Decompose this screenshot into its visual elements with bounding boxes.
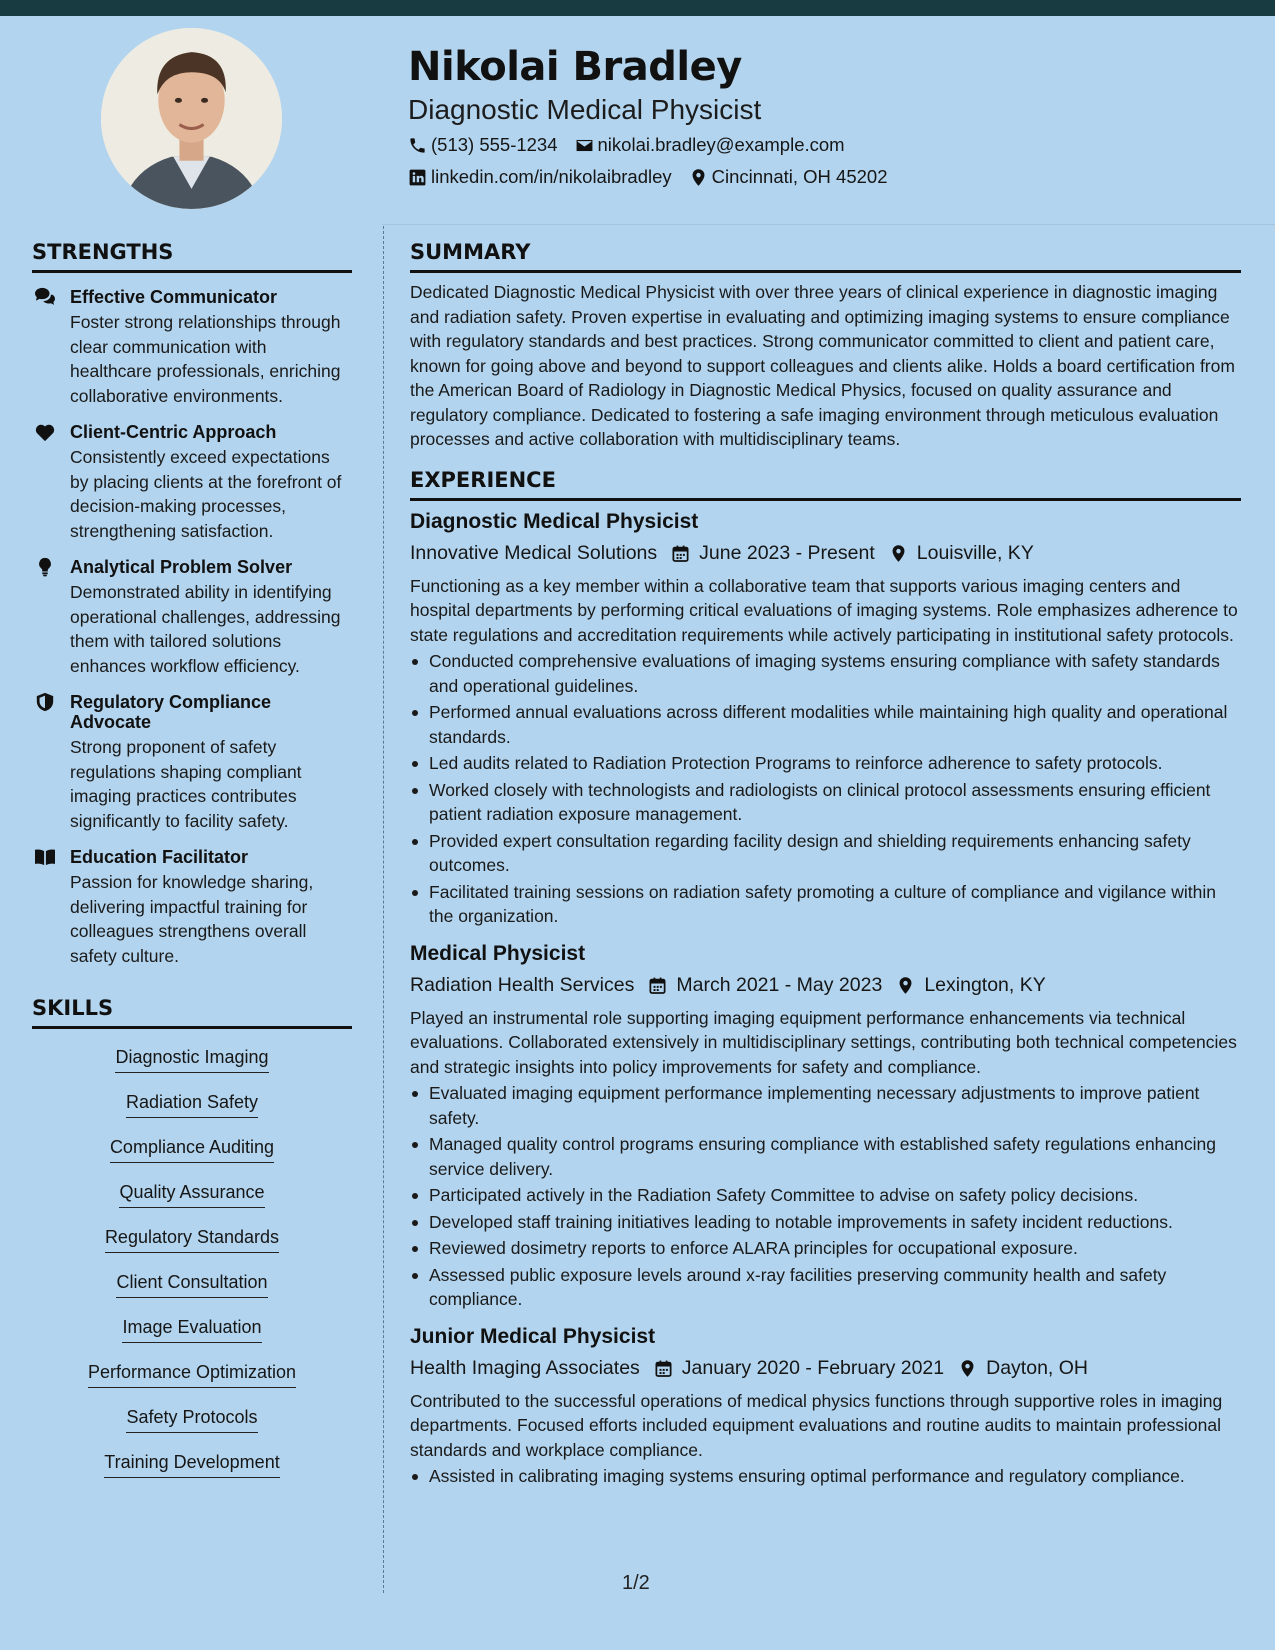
job-entry <box>410 941 1241 1312</box>
experience-heading: EXPERIENCE <box>410 468 1241 501</box>
heart-icon <box>34 422 56 442</box>
profile-photo <box>101 28 282 209</box>
job-meta <box>410 540 1241 568</box>
open-book-icon <box>34 847 56 867</box>
linkedin-text: linkedin.com/in/nikolaibradley <box>431 166 672 187</box>
bullet-item: Assisted in calibrating imaging systems ensuring optimal performance and regulatory compliance. <box>410 1464 1241 1489</box>
job-company: Health Imaging Associates <box>410 1357 640 1379</box>
phone-icon <box>408 136 427 155</box>
candidate-name: Nikolai Bradley <box>408 44 742 90</box>
job-dates: March 2021 - May 2023 <box>676 974 883 996</box>
job-description: Played an instrumental role supporting imaging equipment performance enhancements via technical evaluations. Collaborated extensively in multidisciplinary settings, contributing both technical competencies and strategic insights into policy improvements for safety and compliance. <box>410 1007 1237 1077</box>
job-title: Diagnostic Medical Physicist <box>410 509 699 533</box>
summary-text: Dedicated Diagnostic Medical Physicist with over three years of clinical experience in diagnostic imaging and radiation safety. Proven expertise in evaluating and optimizing imaging systems to ensure compliance with regulatory standards and best practices. Strong communicator committed to client and patient care, known for going above and beyond to support colleagues and clients alike. Holds a board certification from the American Board of Radiology in Diagnostic Medical Physics, focused on quality assurance and regulatory compliance. Dedicated to fostering a safe imaging environment through meticulous evaluation processes and active collaboration with multidisciplinary teams. <box>410 282 1235 449</box>
job-bullets <box>410 1081 1241 1312</box>
bullet-item: Reviewed dosimetry reports to enforce ALARA principles for occupational exposure. <box>410 1236 1241 1261</box>
column-divider <box>383 226 384 1593</box>
job-location: Lexington, KY <box>924 974 1046 996</box>
strength-desc: Demonstrated ability in identifying operational challenges, addressing them with tailored solutions enhances workflow efficiency. <box>70 582 341 676</box>
email-text: nikolai.bradley@example.com <box>597 134 845 155</box>
contact-row-1 <box>408 134 862 156</box>
bullet-item: Participated actively in the Radiation Safety Committee to advise on safety policy decisions. <box>410 1183 1241 1208</box>
job-entry <box>410 1324 1241 1489</box>
location-contact <box>689 166 888 188</box>
phone-contact[interactable] <box>408 134 558 156</box>
strength-desc: Strong proponent of safety regulations shaping compliant imaging practices contributes significantly to facility safety. <box>70 737 302 831</box>
bullet-item: Provided expert consultation regarding facility design and shielding requirements enhancing safety outcomes. <box>410 829 1241 878</box>
linkedin-icon <box>408 168 427 187</box>
skill-item: Regulatory Standards <box>105 1225 279 1253</box>
shield-icon <box>34 692 56 712</box>
skills-heading: SKILLS <box>32 996 352 1029</box>
skill-item: Image Evaluation <box>122 1315 261 1343</box>
calendar-icon <box>671 544 690 563</box>
header-divider <box>382 224 1275 225</box>
job-bullets <box>410 1464 1241 1489</box>
linkedin-contact[interactable] <box>408 166 672 188</box>
job-title: Medical Physicist <box>410 941 586 965</box>
skill-item: Training Development <box>104 1450 279 1478</box>
strength-title: Analytical Problem Solver <box>70 557 293 577</box>
skill-item: Safety Protocols <box>126 1405 257 1433</box>
job-title: Junior Medical Physicist <box>410 1324 656 1348</box>
skills-list <box>32 1045 352 1495</box>
left-column <box>32 240 352 1495</box>
strength-desc: Consistently exceed expectations by placing clients at the forefront of decision-making processes, strengthening satisfaction. <box>70 447 342 541</box>
job-description: Contributed to the successful operations of medical physics functions through supportive roles in imaging departments. Focused efforts included equipment evaluations and routine audits to maintain professional standards and workplace compliance. <box>410 1390 1223 1460</box>
bullet-item: Evaluated imaging equipment performance implementing necessary adjustments to improve patient safety. <box>410 1081 1241 1130</box>
location-pin-icon <box>689 168 708 187</box>
strength-title: Regulatory Compliance Advocate <box>70 692 272 732</box>
bullet-item: Developed staff training initiatives leading to notable improvements in safety incident reductions. <box>410 1210 1241 1235</box>
job-dates: June 2023 - Present <box>699 542 875 564</box>
email-contact[interactable] <box>575 134 845 156</box>
strengths-heading: STRENGTHS <box>32 240 352 273</box>
bullet-item: Assessed public exposure levels around x-ray facilities preserving community health and safety compliance. <box>410 1263 1241 1312</box>
strength-item <box>32 422 352 543</box>
location-pin-icon <box>958 1359 977 1378</box>
job-location: Louisville, KY <box>916 542 1034 564</box>
job-location: Dayton, OH <box>986 1357 1088 1379</box>
summary-heading: SUMMARY <box>410 240 1241 273</box>
job-description: Functioning as a key member within a collaborative team that supports various imaging centers and hospital departments by performing critical evaluations of imaging systems. Role emphasizes adherence to state regulations and accreditation requirements while actively participating in institutional safety protocols. <box>410 575 1238 645</box>
strength-title: Client-Centric Approach <box>70 422 277 442</box>
job-meta <box>410 1355 1241 1383</box>
bullet-item: Facilitated training sessions on radiation safety promoting a culture of compliance and vigilance within the organization. <box>410 880 1241 929</box>
strength-item <box>32 557 352 678</box>
job-company: Radiation Health Services <box>410 974 635 996</box>
location-text: Cincinnati, OH 45202 <box>711 166 888 187</box>
contact-row-2 <box>408 166 905 188</box>
skill-item: Radiation Safety <box>126 1090 258 1118</box>
job-entry <box>410 509 1241 929</box>
job-bullets <box>410 649 1241 929</box>
bullet-item: Conducted comprehensive evaluations of imaging systems ensuring compliance with safety standards and operational guidelines. <box>410 649 1241 698</box>
right-column <box>410 240 1241 1489</box>
bullet-item: Led audits related to Radiation Protection Programs to reinforce adherence to safety protocols. <box>410 751 1241 776</box>
skill-item: Client Consultation <box>116 1270 267 1298</box>
strength-title: Education Facilitator <box>70 847 249 867</box>
page-number: 1/2 <box>622 1572 650 1594</box>
location-pin-icon <box>889 544 908 563</box>
top-accent-bar <box>0 0 1275 16</box>
bullet-item: Managed quality control programs ensuring compliance with established safety regulations enhancing service delivery. <box>410 1132 1241 1181</box>
skill-item: Diagnostic Imaging <box>115 1045 268 1073</box>
calendar-icon <box>648 976 667 995</box>
strength-item <box>32 287 352 408</box>
bullet-item: Performed annual evaluations across different modalities while maintaining high quality and operational standards. <box>410 700 1241 749</box>
job-dates: January 2020 - February 2021 <box>681 1357 945 1379</box>
job-meta <box>410 972 1241 1000</box>
strength-item <box>32 692 352 833</box>
job-company: Innovative Medical Solutions <box>410 542 658 564</box>
strength-desc: Foster strong relationships through clear communication with healthcare professionals, enriching collaborative environments. <box>70 312 341 406</box>
skill-item: Performance Optimization <box>88 1360 296 1388</box>
calendar-icon <box>654 1359 673 1378</box>
chat-bubbles-icon <box>34 287 56 307</box>
skill-item: Quality Assurance <box>119 1180 264 1208</box>
bullet-item: Worked closely with technologists and radiologists on clinical protocol assessments ensuring efficient patient radiation exposure management. <box>410 778 1241 827</box>
phone-text: (513) 555-1234 <box>431 134 558 155</box>
location-pin-icon <box>896 976 915 995</box>
lightbulb-icon <box>34 557 56 577</box>
strength-item <box>32 847 352 968</box>
skill-item: Compliance Auditing <box>110 1135 274 1163</box>
email-icon <box>575 136 594 155</box>
strength-desc: Passion for knowledge sharing, delivering impactful training for colleagues strengthens overall safety culture. <box>70 872 314 966</box>
candidate-title: Diagnostic Medical Physicist <box>408 94 762 125</box>
strength-title: Effective Communicator <box>70 287 278 307</box>
